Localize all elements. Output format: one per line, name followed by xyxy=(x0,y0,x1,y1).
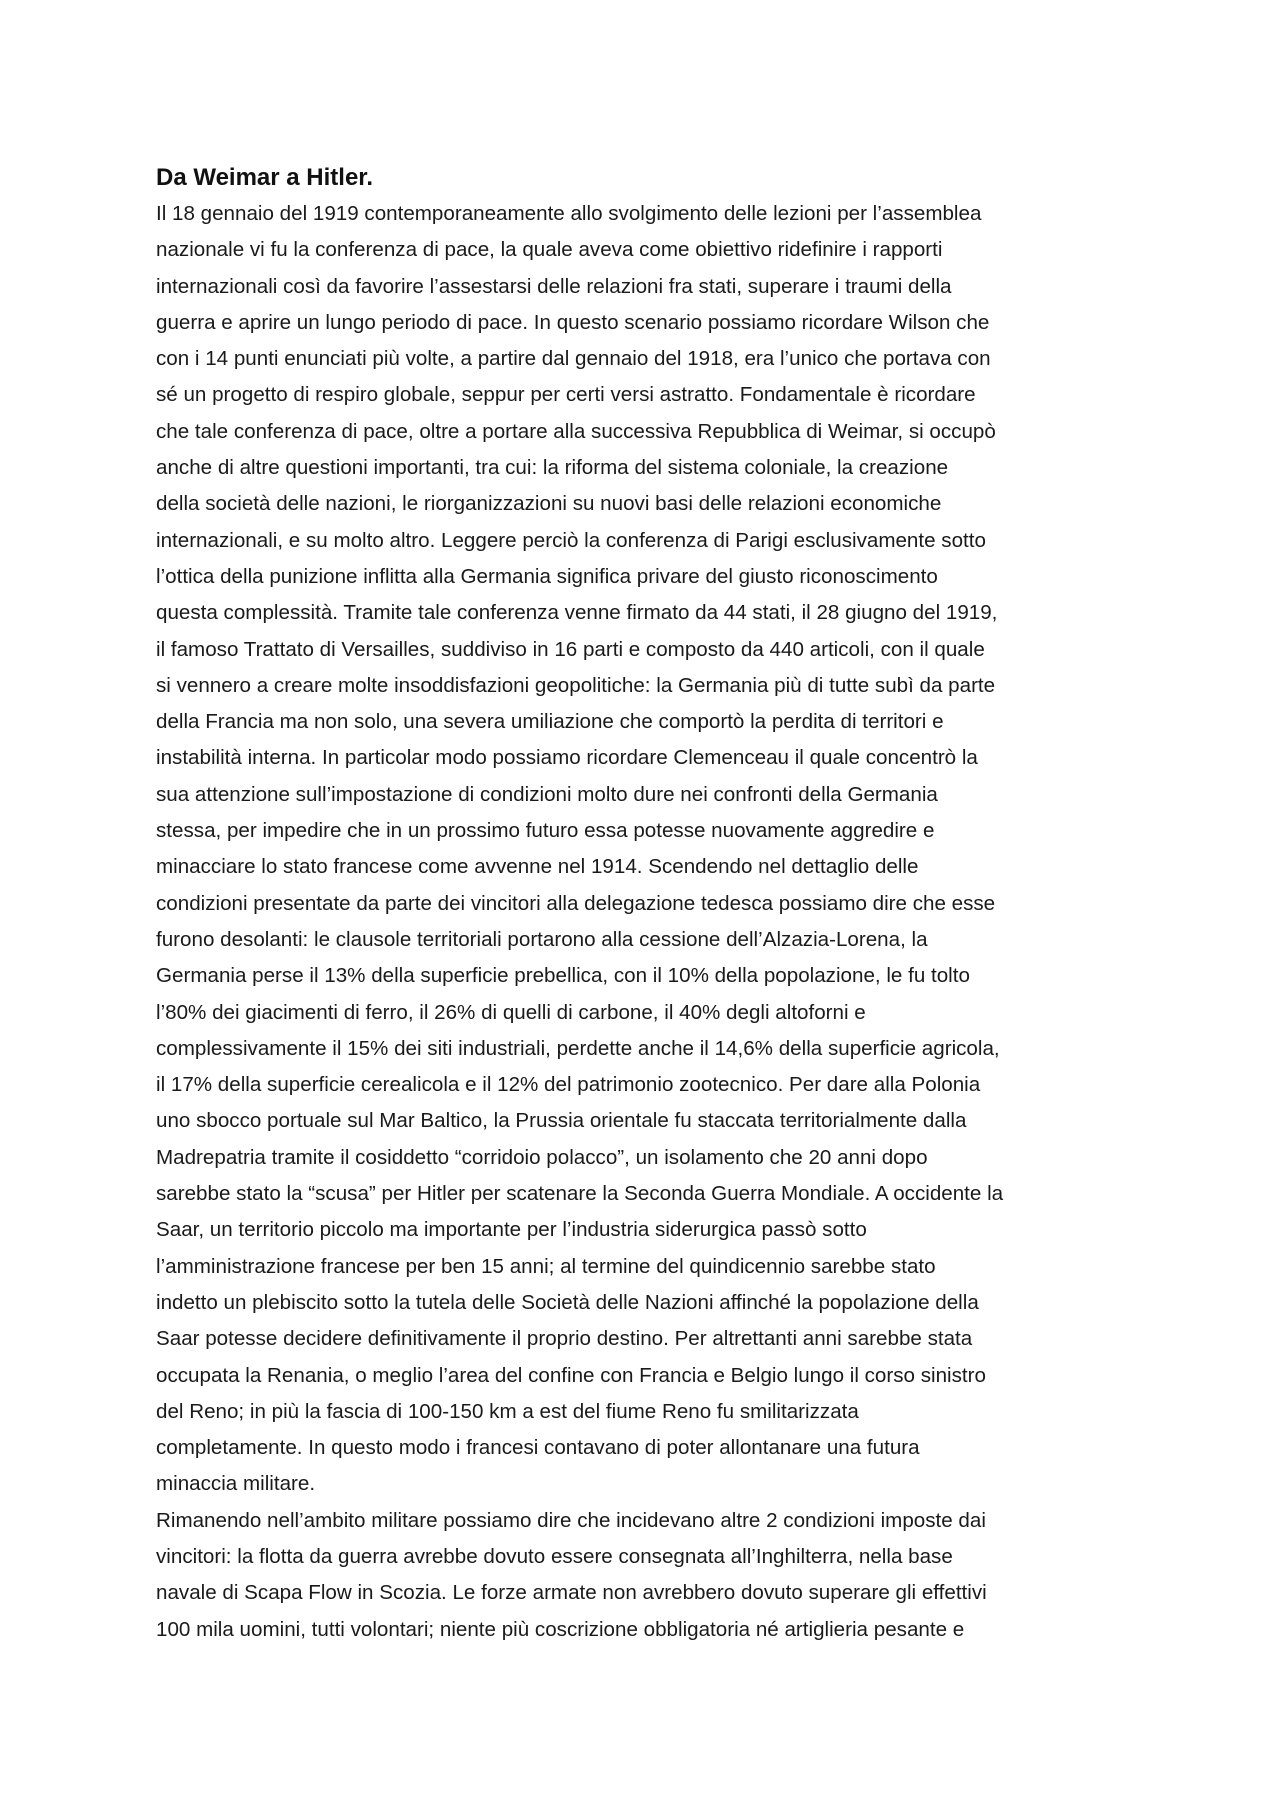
text-line: instabilità interna. In particolar modo possiamo ricordare Clemenceau il quale concentrò la xyxy=(156,746,978,770)
text-line: completamente. In questo modo i francesi contavano di poter allontanare una futura xyxy=(156,1436,920,1460)
text-line: occupata la Renania, o meglio l’area del confine con Francia e Belgio lungo il corso sinistro xyxy=(156,1363,986,1387)
text-line: minaccia militare. xyxy=(156,1472,316,1496)
text-line: sua attenzione sull’impostazione di condizioni molto dure nei confronti della Germania xyxy=(156,782,938,806)
text-line: internazionali, e su molto altro. Leggere perciò la conferenza di Parigi esclusivamente sotto xyxy=(156,528,986,552)
text-line: minacciare lo stato francese come avvenne nel 1914. Scendendo nel dettaglio delle xyxy=(156,855,919,879)
text-line: l’amministrazione francese per ben 15 anni; al termine del quindicennio sarebbe stato xyxy=(156,1254,936,1278)
document-title: Da Weimar a Hitler. xyxy=(156,164,373,191)
paragraph-container xyxy=(156,196,1136,1648)
text-line: complessivamente il 15% dei siti industriali, perdette anche il 14,6% della superficie agricola, xyxy=(156,1036,1000,1060)
text-line: condizioni presentate da parte dei vincitori alla delegazione tedesca possiamo dire che esse xyxy=(156,891,996,915)
paragraph xyxy=(156,1503,1136,1648)
text-line: nazionale vi fu la conferenza di pace, la quale aveva come obiettivo ridefinire i rapporti xyxy=(156,238,943,262)
text-line: vincitori: la flotta da guerra avrebbe dovuto essere consegnata all’Inghilterra, nella base xyxy=(156,1544,953,1568)
text-line: l’80% dei giacimenti di ferro, il 26% di quelli di carbone, il 40% degli altoforni e xyxy=(156,1000,866,1024)
text-line: della Francia ma non solo, una severa umiliazione che comportò la perdita di territori e xyxy=(156,710,944,734)
text-line: questa complessità. Tramite tale conferenza venne firmato da 44 stati, il 28 giugno del 1919, xyxy=(156,601,998,625)
text-line: si vennero a creare molte insoddisfazioni geopolitiche: la Germania più di tutte subì da parte xyxy=(156,673,996,697)
text-line: stessa, per impedire che in un prossimo futuro essa potesse nuovamente aggredire e xyxy=(156,819,935,843)
text-line: navale di Scapa Flow in Scozia. Le forze armate non avrebbero dovuto superare gli effettivi xyxy=(156,1581,987,1605)
text-line: l’ottica della punizione inflitta alla Germania significa privare del giusto riconoscimento xyxy=(156,564,938,588)
text-line: Madrepatria tramite il cosiddetto “corridoio polacco”, un isolamento che 20 anni dopo xyxy=(156,1145,928,1169)
text-line: internazionali così da favorire l’assestarsi delle relazioni fra stati, superare i traumi della xyxy=(156,274,952,298)
text-line: con i 14 punti enunciati più volte, a partire dal gennaio del 1918, era l’unico che portava con xyxy=(156,347,991,371)
text-line: che tale conferenza di pace, oltre a portare alla successiva Repubblica di Weimar, si occupò xyxy=(156,419,996,443)
text-line: sé un progetto di respiro globale, seppur per certi versi astratto. Fondamentale è ricordare xyxy=(156,383,976,407)
paragraph xyxy=(156,196,1136,1503)
text-line: furono desolanti: le clausole territoriali portarono alla cessione dell’Alzazia-Lorena, la xyxy=(156,927,928,951)
text-line: 100 mila uomini, tutti volontari; niente più coscrizione obbligatoria né artiglieria pesante e xyxy=(156,1617,965,1641)
text-line: anche di altre questioni importanti, tra cui: la riforma del sistema coloniale, la creazione xyxy=(156,456,949,480)
text-line: Saar potesse decidere definitivamente il proprio destino. Per altrettanti anni sarebbe stata xyxy=(156,1327,973,1351)
text-line: il famoso Trattato di Versailles, suddiviso in 16 parti e composto da 440 articoli, con il quale xyxy=(156,637,985,661)
text-line: della società delle nazioni, le riorganizzazioni su nuovi basi delle relazioni economiche xyxy=(156,492,942,516)
text-line: sarebbe stato la “scusa” per Hitler per scatenare la Seconda Guerra Mondiale. A occidente la xyxy=(156,1182,1004,1206)
text-line: indetto un plebiscito sotto la tutela delle Società delle Nazioni affinché la popolazione della xyxy=(156,1290,979,1314)
text-line: Il 18 gennaio del 1919 contemporaneamente allo svolgimento delle lezioni per l’assemblea xyxy=(156,202,982,225)
text-line: guerra e aprire un lungo periodo di pace. In questo scenario possiamo ricordare Wilson che xyxy=(156,310,990,334)
text-line: Rimanendo nell’ambito militare possiamo dire che incidevano altre 2 condizioni imposte dai xyxy=(156,1508,986,1532)
text-line: il 17% della superficie cerealicola e il 12% del patrimonio zootecnico. Per dare alla Polonia xyxy=(156,1073,981,1097)
text-line: Germania perse il 13% della superficie prebellica, con il 10% della popolazione, le fu tolto xyxy=(156,964,970,988)
document-body xyxy=(156,160,1136,1648)
text-line: Saar, un territorio piccolo ma importante per l’industria siderurgica passò sotto xyxy=(156,1218,867,1242)
text-line: del Reno; in più la fascia di 100-150 km a est del fiume Reno fu smilitarizzata xyxy=(156,1399,859,1423)
text-line: uno sbocco portuale sul Mar Baltico, la Prussia orientale fu staccata territorialmente dalla xyxy=(156,1109,967,1133)
